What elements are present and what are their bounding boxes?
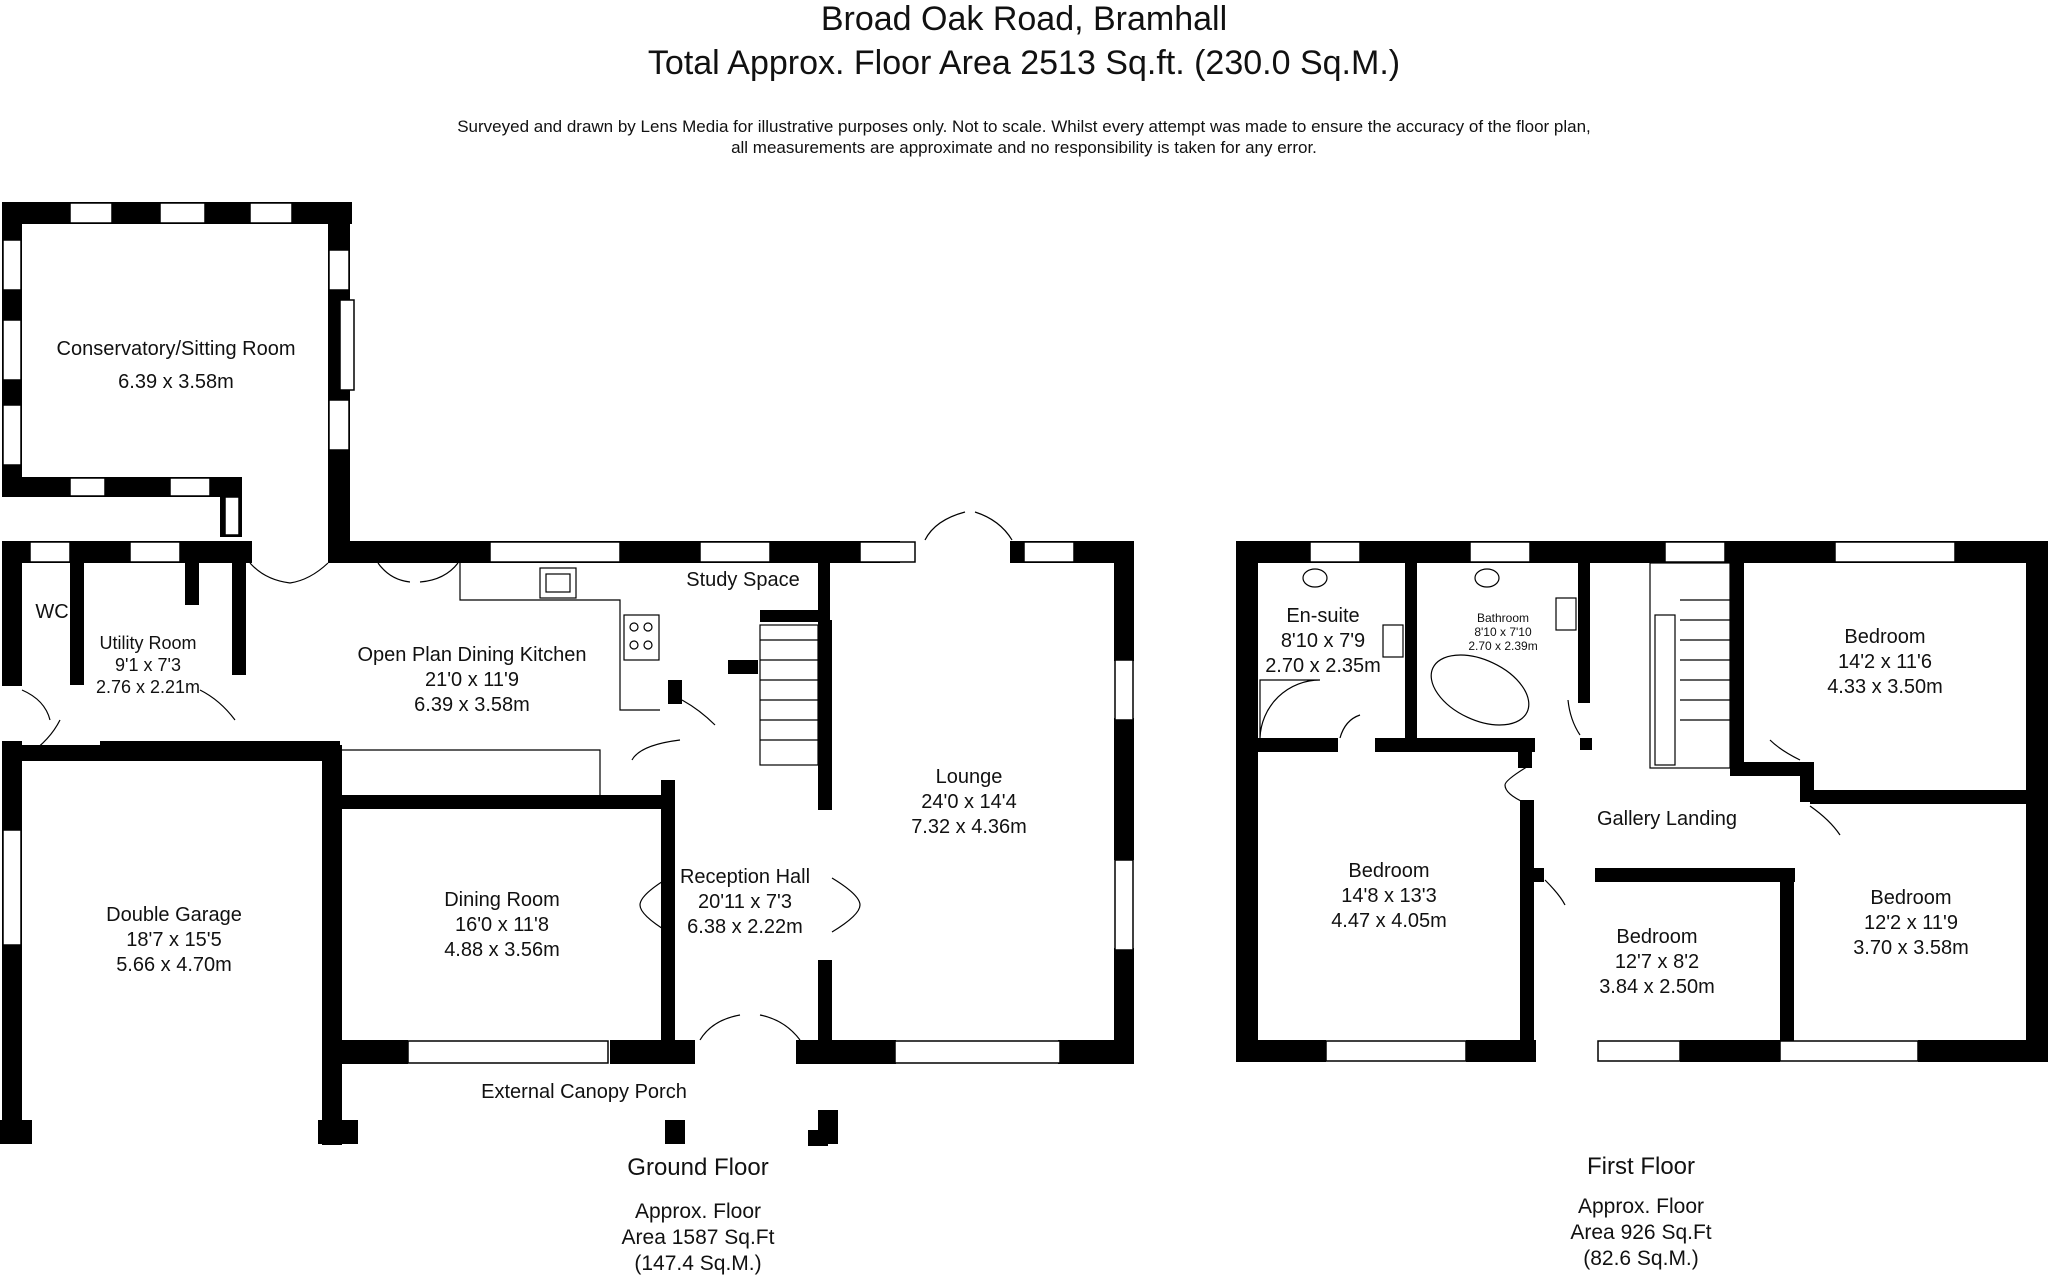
area-line-1: Approx. Floor bbox=[1577, 1195, 1705, 1218]
room-double-garage bbox=[106, 903, 242, 978]
room-name: Bedroom bbox=[1348, 860, 1430, 882]
room-conservatory bbox=[57, 337, 296, 395]
ground-floor-area bbox=[622, 1199, 775, 1277]
room-bedroom-2 bbox=[1331, 859, 1447, 934]
room-imperial: 12'2 x 11'9 bbox=[1863, 912, 1958, 934]
room-name: Conservatory/Sitting Room bbox=[56, 338, 296, 360]
room-metric: 4.33 x 3.50m bbox=[1827, 676, 1943, 698]
room-name: Double Garage bbox=[106, 904, 242, 926]
room-bathroom bbox=[1468, 611, 1537, 653]
room-metric: 3.70 x 3.58m bbox=[1853, 937, 1969, 959]
room-name: Dining Room bbox=[444, 889, 560, 911]
area-line-2: Area 926 Sq.Ft bbox=[1570, 1221, 1712, 1244]
room-name: Lounge bbox=[935, 766, 1003, 788]
room-name: Bedroom bbox=[1844, 626, 1926, 648]
room-name: Open Plan Dining Kitchen bbox=[357, 644, 587, 666]
room-metric: 7.32 x 4.36m bbox=[911, 816, 1027, 838]
room-name: En-suite bbox=[1286, 605, 1360, 627]
room-metric: 2.70 x 2.39m bbox=[1468, 639, 1538, 653]
plan-title: Broad Oak Road, Bramhall bbox=[820, 0, 1228, 38]
room-metric: 5.66 x 4.70m bbox=[116, 954, 232, 976]
room-name: External Canopy Porch bbox=[481, 1081, 687, 1103]
room-imperial: 21'0 x 11'9 bbox=[424, 669, 520, 691]
room-canopy-porch bbox=[481, 1080, 687, 1105]
room-reception-hall bbox=[680, 865, 810, 940]
room-imperial: 14'8 x 13'3 bbox=[1341, 885, 1437, 907]
room-lounge bbox=[911, 765, 1027, 840]
room-imperial: 8'10 x 7'9 bbox=[1280, 630, 1366, 652]
room-bedroom-1 bbox=[1827, 625, 1943, 700]
room-imperial: 9'1 x 7'3 bbox=[115, 655, 181, 675]
room-metric: 4.47 x 4.05m bbox=[1331, 910, 1447, 932]
room-imperial: 18'7 x 15'5 bbox=[126, 929, 222, 951]
room-name: WC bbox=[35, 601, 69, 623]
room-metric: 2.76 x 2.21m bbox=[95, 677, 201, 697]
room-bedroom-4 bbox=[1853, 886, 1969, 961]
area-line-3: (147.4 Sq.M.) bbox=[634, 1252, 762, 1275]
room-name: Bedroom bbox=[1870, 887, 1952, 909]
room-kitchen bbox=[357, 643, 586, 718]
room-name: Bathroom bbox=[1476, 611, 1530, 625]
first-floor-label: First Floor bbox=[1587, 1153, 1695, 1180]
room-name: Bedroom bbox=[1616, 926, 1698, 948]
room-en-suite bbox=[1265, 604, 1381, 679]
room-imperial: 12'7 x 8'2 bbox=[1614, 951, 1700, 973]
room-imperial: 14'2 x 11'6 bbox=[1837, 651, 1932, 673]
room-bedroom-3 bbox=[1599, 925, 1715, 1000]
room-name: Reception Hall bbox=[679, 866, 811, 888]
room-dimensions: 6.39 x 3.58m bbox=[118, 371, 234, 393]
first-floor-area bbox=[1570, 1194, 1711, 1272]
ground-floor-label: Ground Floor bbox=[627, 1154, 769, 1181]
room-imperial: 20'11 x 7'3 bbox=[697, 891, 793, 913]
room-metric: 6.39 x 3.58m bbox=[414, 694, 530, 716]
room-metric: 2.70 x 2.35m bbox=[1265, 655, 1381, 677]
room-imperial: 24'0 x 14'4 bbox=[921, 791, 1017, 813]
area-line-2: Area 1587 Sq.Ft bbox=[621, 1226, 775, 1249]
room-imperial: 8'10 x 7'10 bbox=[1474, 625, 1532, 639]
room-metric: 3.84 x 2.50m bbox=[1599, 976, 1715, 998]
disclaimer-line-1: Surveyed and drawn by Lens Media for illustrative purposes only. Not to scale. Whilst every attempt was made to ensure the accuracy of the floor plan, bbox=[457, 117, 1591, 136]
area-line-3: (82.6 Sq.M.) bbox=[1583, 1247, 1699, 1270]
room-name: Gallery Landing bbox=[1596, 808, 1738, 830]
area-line-1: Approx. Floor bbox=[634, 1200, 762, 1223]
total-floor-area: Total Approx. Floor Area 2513 Sq.ft. (230.0 Sq.M.) bbox=[647, 44, 1401, 82]
room-metric: 6.38 x 2.22m bbox=[687, 916, 803, 938]
disclaimer-line-2: all measurements are approximate and no responsibility is taken for any error. bbox=[731, 138, 1317, 157]
room-wc bbox=[35, 600, 68, 625]
room-study-space bbox=[686, 568, 799, 593]
room-utility bbox=[96, 632, 200, 698]
room-name: Utility Room bbox=[99, 633, 197, 653]
room-dining-room bbox=[444, 888, 560, 963]
room-name: Study Space bbox=[686, 569, 800, 591]
room-imperial: 16'0 x 11'8 bbox=[454, 914, 549, 936]
room-metric: 4.88 x 3.56m bbox=[444, 939, 560, 961]
room-gallery-landing bbox=[1597, 807, 1737, 832]
